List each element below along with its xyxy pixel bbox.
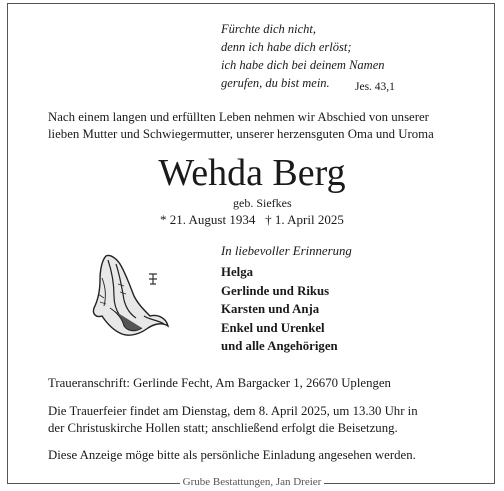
verse-line: gerufen, du bist mein. xyxy=(221,76,330,90)
footer-credit xyxy=(0,476,504,488)
verse-line: Fürchte dich nicht, xyxy=(221,22,316,36)
mourner-name: Karsten und Anja xyxy=(221,302,320,316)
mourners-heading: In liebevoller Erinnerung xyxy=(221,244,352,258)
service-line: der Christuskirche Hollen statt; anschließend erfolgt die Beisetzung. xyxy=(48,421,398,435)
small-cross-icon xyxy=(148,272,158,286)
intro-line: lieben Mutter und Schwiegermutter, unserer herzensguten Oma und Uroma xyxy=(48,127,434,141)
verse-line: denn ich habe dich erlöst; xyxy=(221,40,352,54)
verse-reference: Jes. 43,1 xyxy=(355,81,395,93)
service-details xyxy=(48,403,418,437)
mourning-address: Traueranschrift: Gerlinde Fecht, Am Bargacker 1, 26670 Uplengen xyxy=(48,376,391,390)
intro-line: Nach einem langen und erfüllten Leben nehmen wir Abschied von unserer xyxy=(48,110,429,124)
mourner-name: Enkel und Urenkel xyxy=(221,320,325,335)
funeral-home-name: Grube Bestattungen, Jan Dreier xyxy=(180,476,325,488)
life-dates: * 21. August 1934 † 1. April 2025 xyxy=(160,212,344,227)
mourner-name: und alle Angehörigen xyxy=(221,339,338,353)
mourners-list xyxy=(221,263,338,356)
praying-hands-icon xyxy=(88,248,170,340)
mourner-name: Gerlinde und Rikus xyxy=(221,283,330,298)
mourner-name: Helga xyxy=(221,265,253,279)
service-line: Die Trauerfeier findet am Dienstag, dem 8. April 2025, um 13.30 Uhr in xyxy=(48,404,418,418)
verse-line: ich habe dich bei deinem Namen xyxy=(221,58,385,72)
intro-text xyxy=(48,109,434,143)
deceased-name: Wehda Berg xyxy=(158,152,346,194)
invitation-note: Diese Anzeige möge bitte als persönliche Einladung angesehen werden. xyxy=(48,448,416,462)
maiden-name: geb. Siefkes xyxy=(233,196,292,210)
